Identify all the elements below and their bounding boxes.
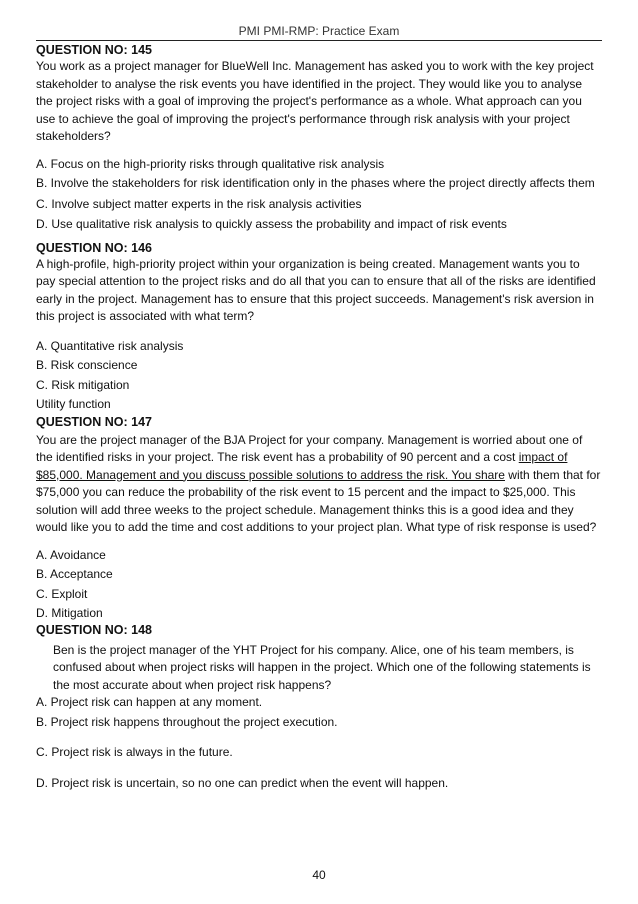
option-d: D. Project risk is uncertain, so no one can predict when the event will happen. [36, 775, 449, 790]
question-146 [36, 240, 602, 414]
option-c: C. Project risk is always in the future. [36, 745, 233, 759]
question-text: A high-profile, high-priority project within your organization is being created. Management wants you to pay special attention to the project risks and do all that you can to ensure that all of the risks are identified early in the project. Management has to ensure that this project succeeds. Management's risk aversion in this project is associated with what term? [36, 256, 596, 323]
page-header: PMI PMI-RMP: Practice Exam [36, 24, 602, 41]
question-title: QUESTION NO: 148 [36, 622, 152, 637]
option-a: A. Project risk can happen at any moment. [36, 695, 263, 709]
option-b: B. Involve the stakeholders for risk identification only in the phases where the project directly affects them [36, 176, 595, 190]
question-text: You work as a project manager for BlueWell Inc. Management has asked you to work with the key project stakeholder to analyse the risk events you have identified in the project. They would like you to analyse the project risks with a goal of improving the project's performance as a whole. What approach can you use to achieve the goal of improving the project's performance through risk analysis with your project stakeholders? [36, 59, 594, 143]
question-145 [36, 42, 602, 234]
option-b: B. Risk conscience [36, 358, 138, 372]
question-148 [36, 622, 602, 793]
option-c: C. Exploit [36, 586, 88, 601]
question-title: QUESTION NO: 147 [36, 414, 152, 429]
question-title: QUESTION NO: 145 [36, 43, 152, 57]
page-content [36, 42, 602, 794]
option-c: C. Risk mitigation [36, 377, 130, 392]
question-text-underlined: impact of $85,000. Management and you discuss possible solutions to address the risk. You share [36, 450, 568, 482]
question-text-part-2: with them that for $75,000 you can reduce the probability of the risk event to 15 percent and the impact to $25,000. This solution will add three weeks to the project schedule. Management thinks this is a good idea and they would like you to add the time and cost additions to your project plan. What type of risk response is used? [36, 467, 601, 534]
question-text-part-1: You are the project manager of the BJA Project for your company. Management is worried about one of the identified risks in your project. The risk event has a probability of 90 percent and a cost [36, 432, 583, 464]
option-c: C. Involve subject matter experts in the risk analysis activities [36, 196, 362, 211]
option-d: D. Mitigation [36, 606, 103, 620]
option-d: Utility function [36, 397, 111, 411]
option-a: A. Quantitative risk analysis [36, 338, 184, 353]
question-147 [36, 414, 602, 623]
option-d: D. Use qualitative risk analysis to quickly assess the probability and impact of risk events [36, 217, 507, 231]
option-a: A. Focus on the high-priority risks through qualitative risk analysis [36, 156, 385, 171]
question-title: QUESTION NO: 146 [36, 240, 152, 255]
page-number: 40 [312, 868, 326, 882]
question-text [36, 432, 602, 537]
option-b: B. Acceptance [36, 567, 113, 581]
option-a: A. Avoidance [36, 547, 106, 562]
option-b: B. Project risk happens throughout the project execution. [36, 714, 338, 729]
question-text: Ben is the project manager of the YHT Project for his company. Alice, one of his team members, is confused about when project risks will happen in the project. Which one of the following statements is the most accurate about when project risk happens? [53, 642, 591, 692]
